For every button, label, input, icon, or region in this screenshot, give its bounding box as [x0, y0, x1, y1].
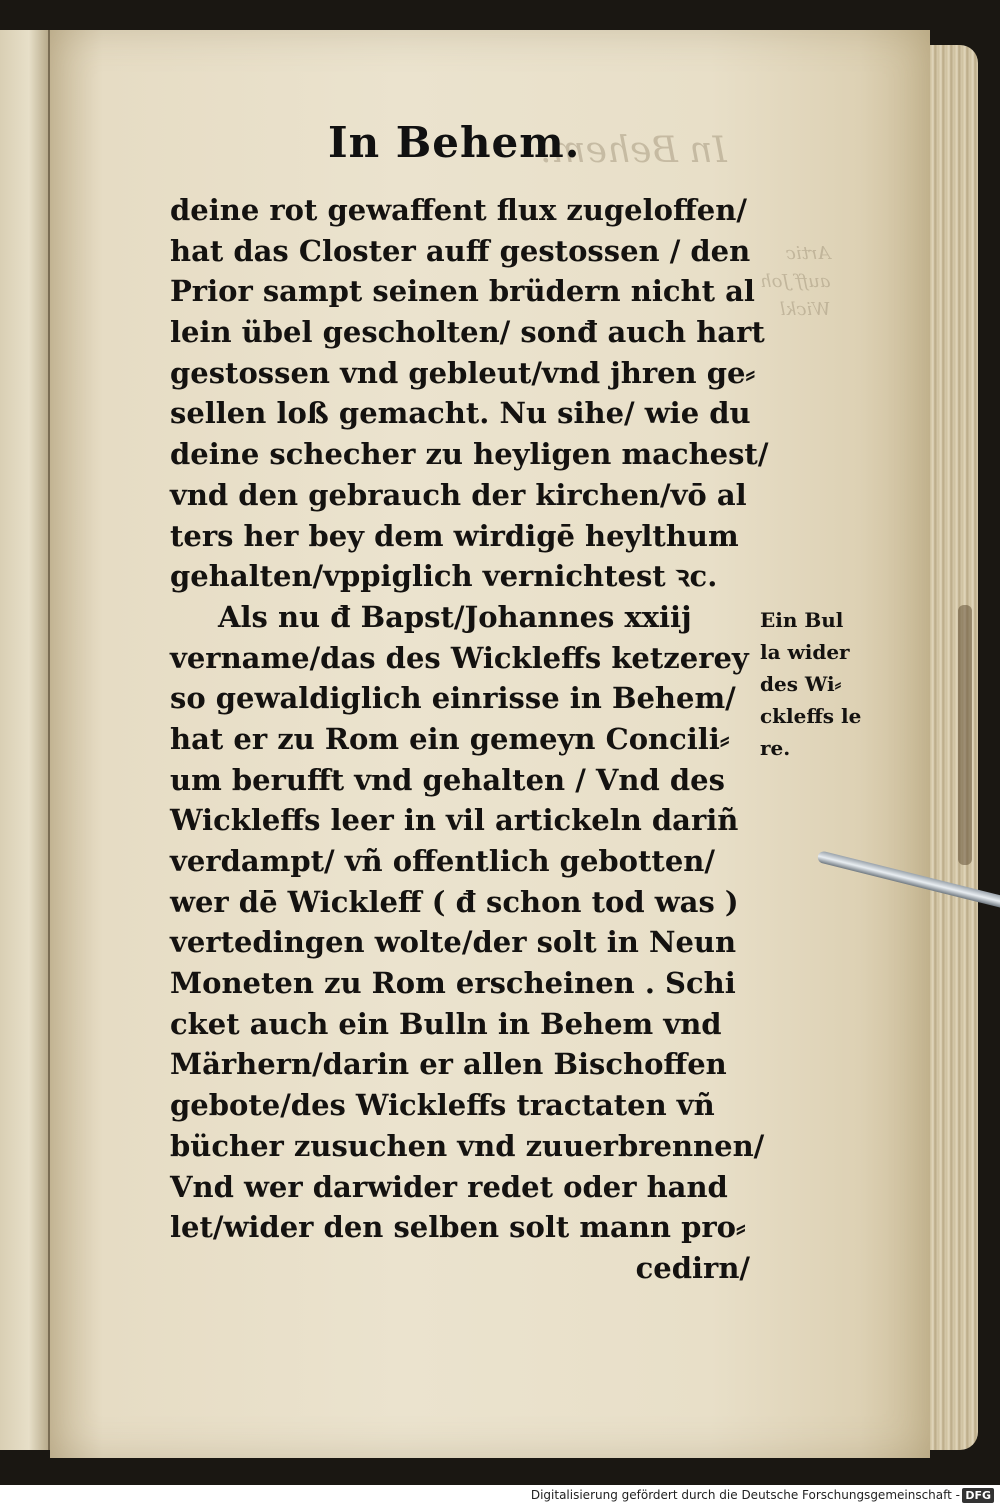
text-line: gehalten/vppiglich vernichtest ꝛc. — [170, 559, 718, 594]
text-line: cedirn/ — [635, 1250, 750, 1285]
text-line: lein übel gescholten/ sonđ auch hart — [170, 315, 765, 350]
marginal-line: re. — [760, 736, 791, 760]
marginal-line: ckleffs le — [760, 704, 862, 728]
marginal-line: la wider — [760, 640, 850, 664]
text-line: gebote/des Wickleffs tractaten vñ — [170, 1088, 715, 1123]
text-line: Märhern/darin er allen Bischoffen — [170, 1047, 727, 1082]
text-line: um berufft vnd gehalten / Vnd des — [170, 762, 725, 797]
text-line: ters her bey dem wirdigē heylthum — [170, 518, 739, 553]
text-line: verdampt/ vñ offentlich gebotten/ — [170, 844, 715, 878]
page-edges — [930, 45, 978, 1450]
text-line: hat er zu Rom ein gemeyn Concili⸗ — [170, 721, 730, 756]
text-line: let/wider den selben solt mann pro⸗ — [170, 1210, 746, 1245]
text-line: Moneten zu Rom erscheinen . Schi — [170, 966, 736, 1001]
text-line: deine rot gewaffent flux zugeloffen/ — [170, 193, 747, 227]
dfg-logo: DFG — [962, 1488, 994, 1503]
bleed-through-head: In Behem. — [540, 130, 727, 171]
bleed-through-note: Artic auff Joh Wickl — [760, 243, 831, 320]
text-line: vername/das des Wickleffs ketzerey — [170, 640, 749, 675]
text-line: bücher zusuchen vnd zuuerbrennen/ — [170, 1128, 765, 1163]
marginal-note — [760, 604, 861, 764]
text-line: Wickleffs leer in vil artickeln dariñ — [170, 803, 739, 838]
footer-credit: Digitalisierung gefördert durch die Deutsche Forschungsgemeinschaft - — [530, 1488, 960, 1502]
text-line: gestossen vnd gebleut/vnd jhren ge⸗ — [170, 355, 756, 390]
text-line: hat das Closter auff gestossen / den — [170, 233, 751, 268]
body-text — [170, 190, 769, 1289]
running-head: In Behem. — [328, 118, 581, 167]
text-line: Prior sampt seinen brüdern nicht al — [170, 274, 755, 309]
text-line: vnd den gebrauch der kirchen/vō al — [170, 477, 747, 512]
text-line: Als nu đ Bapst/Johannes xxiij — [218, 599, 692, 634]
text-line: deine schecher zu heyligen machest/ — [170, 437, 769, 472]
text-line: wer dē Wickleff ( đ schon tod was ) — [170, 884, 739, 919]
text-line: Vnd wer darwider redet oder hand — [170, 1169, 728, 1204]
text-line: cket auch ein Bulln in Behem vnd — [170, 1006, 722, 1041]
text-line: vertedingen wolte/der solt in Neun — [170, 925, 737, 960]
text-line: so gewaldiglich einrisse in Behem/ — [170, 681, 736, 716]
text-line: sellen loß gemacht. Nu sihe/ wie du — [170, 396, 751, 431]
marginal-line: Ein Bul — [760, 608, 844, 632]
marginal-line: des Wi⸗ — [760, 672, 842, 696]
facing-page-edge — [0, 30, 50, 1450]
footer-bar — [0, 1485, 1000, 1507]
